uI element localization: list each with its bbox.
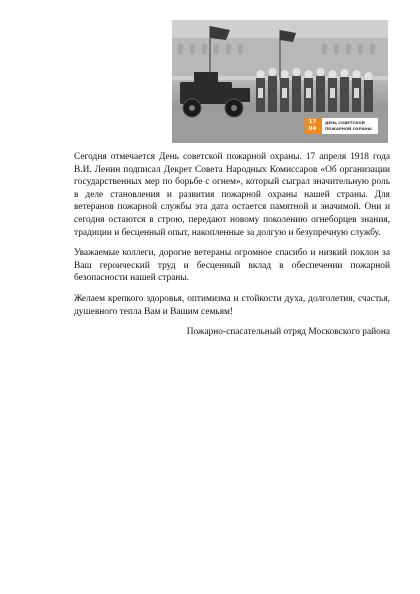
signature: Пожарно-спасательный отряд Московского района [186,327,390,338]
anniversary-badge [305,118,378,134]
badge-caption-line1: ДЕНЬ СОВЕТСКОЙ [325,120,365,125]
badge-day: 17 [308,119,317,125]
badge-month: 04 [308,126,317,132]
paragraph-wishes: Желаем крепкого здоровья, оптимизма и стойкости духа, долголетия, счастья, душевного тепла Вам и Вашим семьям! [74,293,390,317]
badge-date [305,118,320,134]
letter-body [74,151,390,347]
paragraph-thanks: Уважаемые коллеги, дорогие ветераны огромное спасибо и низкий поклон за Ваш героический труд и бесценный вклад в обеспечении пожарной безопасности нашей страны. [74,248,390,284]
badge-caption [320,118,378,134]
badge-caption-line2: ПОЖАРНОЙ ОХРАНЫ [325,125,372,131]
historical-photo [172,20,388,143]
paragraph-history: Сегодня отмечается День советской пожарной охраны. 17 апреля 1918 года В.И. Ленин подписал Декрет Совета Народных Комиссаров «Об организации государственных мер по борьбе с огнем», который сыграл значительную роль в деле становления и развития пожарной охраны нашей страны. Для ветеранов пожарной службы эта дата остается памятной и значимой. Они и сегодня остаются в строю, передают новому поколению огнеборцев знания, традиции и бесценный опыт, накопленные за долгую и безупречную службу. [74,152,390,238]
